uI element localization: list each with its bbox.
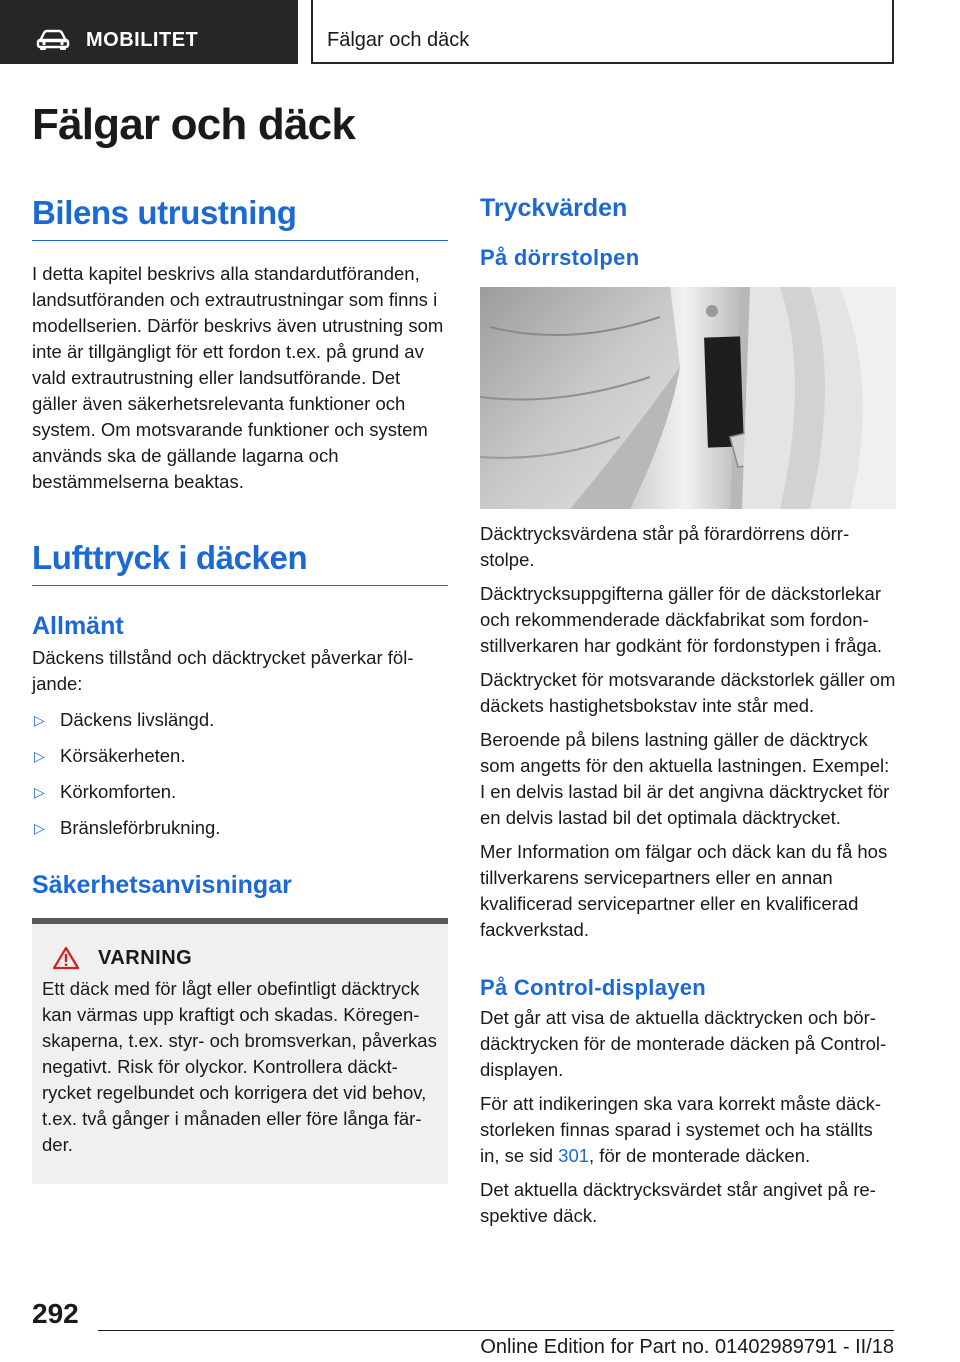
page-reference-link[interactable]: 301 [558, 1145, 590, 1166]
left-column [32, 190, 448, 1184]
intro-heading: Bilens utrustning [32, 194, 448, 241]
intro-paragraph: I detta kapitel beskrivs alla standardutföranden, landsutföranden och extrautrustningar som finns i modellserien. Därför beskrivs även utrustning som inte är tillgängligt för ett fordon t.ex. på grund av vald extrautrustning eller landsutförande. Det gäller även säkerhetsrelevanta funktioner och system. Om motsvarande funktioner och system används ska de gällande lagarna och bestämmelserna beaktas. [32, 263, 444, 492]
paragraph: Mer Information om fälgar och däck kan du få hos tillverkarens servicepartners eller en annan kvalificerad servicepartner eller en kvalificerad fackverkstad. [480, 841, 888, 940]
list-item: ▷ Däckens livslängd. [32, 707, 448, 733]
car-icon [36, 29, 70, 51]
page-title: Fälgar och däck [32, 100, 356, 149]
warning-triangle-icon [52, 946, 80, 970]
triangle-bullet-icon: ▷ [34, 784, 45, 800]
door-pillar-photo [480, 287, 896, 509]
paragraph: Det aktuella däcktrycksvärdet står angivet på respektive däck. [480, 1179, 876, 1226]
general-heading: Allmänt [32, 612, 124, 640]
warning-title: VARNING [98, 946, 193, 969]
pressure-heading: Lufttryck i däcken [32, 539, 448, 586]
paragraph: Däcktrycket för motsvarande däckstorlek gäller om däckets hastighetsbokstav inte står med. [480, 669, 896, 716]
warning-header [42, 946, 438, 970]
edition-note: Online Edition for Part no. 01402989791 - II/18 [480, 1336, 894, 1358]
list-item: ▷ Körkomforten. [32, 779, 448, 805]
pressure-values-heading: Tryckvärden [480, 194, 628, 222]
general-paragraph: Däckens tillstånd och däcktrycket påverkar följande: [32, 647, 414, 694]
paragraph: Däcktrycksvärdena står på förardörrens dörrstolpe. [480, 523, 850, 570]
warning-text: Ett däck med för lågt eller obefintligt däcktryck kan värmas upp kraftigt och skadas. Köregenskaperna, t.ex. styr- och bromsverkan, påverkas negativt. Risk för olyckor. Kontrollera däcktrycket regelbundet och korrigera det vid behov, t.ex. två gånger i månaden eller före långa färder. [42, 978, 437, 1155]
control-display-heading: På Control-displayen [480, 975, 707, 1000]
effects-list [32, 707, 448, 841]
list-item: ▷ Körsäkerheten. [32, 743, 448, 769]
paragraph: Det går att visa de aktuella däcktrycken och bördäcktrycken för de monterade däcken på Control-displayen. [480, 1007, 887, 1080]
section-tab [0, 0, 298, 64]
list-item: ▷ Bränsleförbrukning. [32, 815, 448, 841]
warning-box [32, 918, 448, 1184]
triangle-bullet-icon: ▷ [34, 820, 45, 836]
triangle-bullet-icon: ▷ [34, 712, 45, 728]
page-number: 292 [32, 1298, 79, 1329]
chapter-tab [311, 0, 894, 64]
safety-heading: Säkerhetsanvisningar [32, 871, 292, 899]
right-column [480, 190, 896, 1229]
door-pillar-heading: På dörrstolpen [480, 245, 640, 270]
paragraph: Däcktrycksuppgifterna gäller för de däckstorlekar och rekommenderade däckfabrikat som fordonstillverkaren har godkänt för fordonstypen i fråga. [480, 583, 883, 656]
paragraph: Beroende på bilens lastning gäller de däcktryck som angetts för den aktuella lastningen. Exempel: I en delvis lastad bil är det angivna däcktrycket för en delvis lastad bil det optimala däcktrycket. [480, 729, 890, 828]
reference-paragraph: För att indikeringen ska vara korrekt måste däckstorleken finnas sparad i systemet och ha ställts in, se sid 301, för de monterade däcken. [480, 1093, 882, 1166]
footer-divider [98, 1330, 894, 1331]
chapter-label: Fälgar och däck [327, 29, 470, 51]
triangle-bullet-icon: ▷ [34, 748, 45, 764]
section-label: MOBILITET [86, 29, 199, 51]
